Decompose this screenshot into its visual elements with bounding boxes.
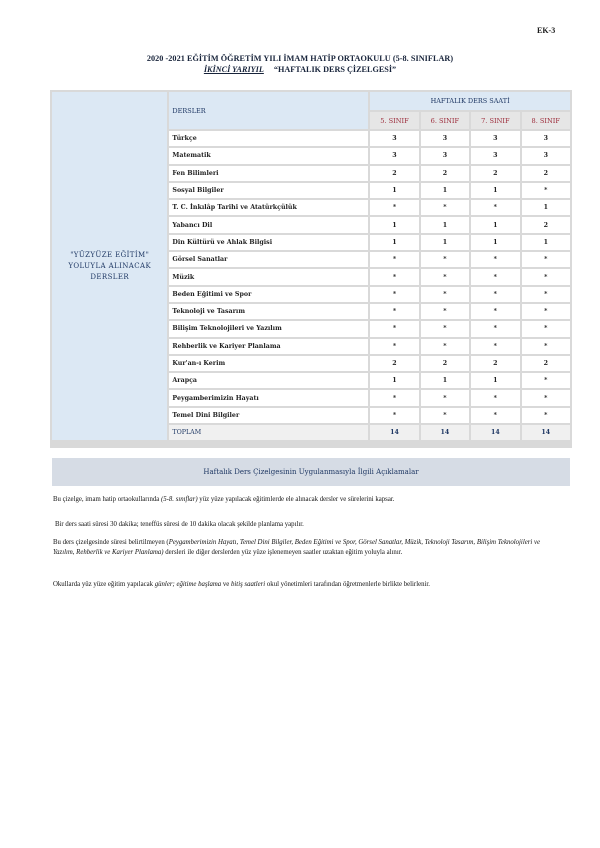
subject-cell: Arapça (169, 373, 368, 388)
hours-cell: 1 (421, 235, 469, 250)
hours-cell: * (421, 200, 469, 215)
hours-cell: 3 (370, 148, 418, 163)
total-label: TOPLAM (169, 425, 368, 440)
face-to-face-label (52, 92, 167, 440)
hours-cell: 1 (370, 373, 418, 388)
hours-cell: 2 (522, 356, 570, 371)
hours-cell: * (370, 304, 418, 319)
hours-cell: * (522, 304, 570, 319)
subject-cell: T. C. İnkılâp Tarihi ve Atatürkçülük (169, 200, 368, 215)
hours-cell: 2 (471, 166, 519, 181)
hours-cell: * (522, 390, 570, 405)
hours-cell: * (471, 287, 519, 302)
grade-header-5: 5. SINIF (370, 112, 418, 129)
hours-cell: * (421, 390, 469, 405)
hours-cell: * (522, 269, 570, 284)
face-to-face-label-line3: DERSLER (90, 272, 130, 281)
subject-cell: Müzik (169, 269, 368, 284)
hours-cell: * (370, 321, 418, 336)
weekly-hours-header: HAFTALIK DERS SAATİ (370, 92, 570, 110)
subject-cell: Peygamberimizin Hayatı (169, 390, 368, 405)
note-3-italic: Peygamberimizin Hayatı, Temel Dini Bilgiler, Beden Eğitimi ve Spor, Görsel Sanatlar, Müzik, Teknoloji Tasarım, Bilişim Teknolojileri ve Yazılım, Rehberlik ve Kariyer Planlama) (53, 539, 540, 556)
hours-cell: 2 (471, 356, 519, 371)
subject-cell: Teknoloji ve Tasarım (169, 304, 368, 319)
hours-cell: 3 (522, 148, 570, 163)
header-row-1 (52, 92, 570, 110)
subject-cell: Görsel Sanatlar (169, 252, 368, 267)
hours-cell: * (471, 408, 519, 423)
hours-cell: * (471, 200, 519, 215)
note-4-italic-2: bitiş saatleri (231, 581, 266, 588)
schedule-table-container (50, 90, 572, 448)
hours-cell: * (471, 321, 519, 336)
hours-cell: 1 (471, 235, 519, 250)
hours-cell: 1 (522, 200, 570, 215)
grade-header-8: 8. SINIF (522, 112, 570, 129)
note-1-italic: (5-8. sınıflar) (160, 496, 198, 503)
hours-cell: 1 (471, 183, 519, 198)
document-subtitle (0, 65, 600, 74)
hours-cell: 2 (421, 166, 469, 181)
hours-cell: * (370, 339, 418, 354)
note-4-text-mid: ve (221, 581, 232, 588)
note-4-text-b: okul yönetimleri tarafından öğretmenlerle birlikte belirlenir. (265, 581, 430, 588)
hours-cell: 1 (471, 217, 519, 232)
explanations-banner: Haftalık Ders Çizelgesinin Uygulanmasıyla İlgili Açıklamalar (52, 458, 570, 486)
grade-header-6: 6. SINIF (421, 112, 469, 129)
hours-cell: * (370, 252, 418, 267)
hours-cell: 3 (370, 131, 418, 146)
hours-cell: 1 (370, 235, 418, 250)
grade-header-7: 7. SINIF (471, 112, 519, 129)
subject-cell: Yabancı Dil (169, 217, 368, 232)
hours-cell: 1 (421, 217, 469, 232)
hours-cell: * (370, 287, 418, 302)
hours-cell: * (421, 269, 469, 284)
subject-cell: Sosyal Bilgiler (169, 183, 368, 198)
note-3-text-b: dersleri ile diğer derslerden yüz yüze işlenemeyen saatler uzaktan eğitim yoluyla alınır. (163, 549, 403, 556)
hours-cell: * (370, 269, 418, 284)
hours-cell: * (370, 390, 418, 405)
hours-cell: * (522, 252, 570, 267)
hours-cell: * (370, 200, 418, 215)
hours-cell: * (522, 408, 570, 423)
hours-cell: 1 (522, 235, 570, 250)
note-paragraph-4 (53, 580, 558, 590)
weekly-schedule-table (50, 90, 572, 442)
face-to-face-label-line2: YOLUYLA ALINACAK (68, 261, 152, 270)
hours-cell: 3 (522, 131, 570, 146)
note-paragraph-1 (53, 495, 558, 505)
semester-label: İKİNCİ YARIYIL (203, 65, 264, 74)
hours-cell: * (471, 252, 519, 267)
note-paragraph-3 (53, 538, 558, 558)
hours-cell: 3 (471, 148, 519, 163)
hours-cell: 3 (421, 131, 469, 146)
subject-cell: Kur'an-ı Kerim (169, 356, 368, 371)
hours-cell: * (471, 304, 519, 319)
note-1-text-a: Bu çizelge, imam hatip ortaokullarında (53, 496, 161, 503)
hours-cell: 2 (522, 166, 570, 181)
note-4-italic-1: günler; eğitime başlama (154, 581, 222, 588)
hours-cell: * (421, 408, 469, 423)
hours-cell: 1 (471, 373, 519, 388)
subject-cell: Fen Bilimleri (169, 166, 368, 181)
hours-cell: * (522, 339, 570, 354)
total-cell: 14 (421, 425, 469, 440)
annex-label: EK-3 (537, 26, 556, 35)
document-title: 2020 -2021 EĞİTİM ÖĞRETİM YILI İMAM HATİP ORTAOKULU (5-8. SINIFLAR) (146, 54, 454, 63)
hours-cell: 1 (421, 183, 469, 198)
note-4-text-a: Okullarda yüz yüze eğitim yapılacak (53, 581, 155, 588)
hours-cell: * (421, 252, 469, 267)
total-cell: 14 (471, 425, 519, 440)
subject-cell: Türkçe (169, 131, 368, 146)
hours-cell: * (471, 390, 519, 405)
hours-cell: * (421, 304, 469, 319)
hours-cell: 1 (421, 373, 469, 388)
subject-cell: Bilişim Teknolojileri ve Yazılım (169, 321, 368, 336)
subject-cell: Din Kültürü ve Ahlak Bilgisi (169, 235, 368, 250)
subject-cell: Rehberlik ve Kariyer Planlama (169, 339, 368, 354)
subjects-header: DERSLER (169, 92, 368, 129)
hours-cell: 2 (421, 356, 469, 371)
subject-cell: Matematik (169, 148, 368, 163)
hours-cell: * (370, 408, 418, 423)
hours-cell: 3 (421, 148, 469, 163)
hours-cell: * (471, 269, 519, 284)
total-cell: 14 (370, 425, 418, 440)
subject-cell: Beden Eğitimi ve Spor (169, 287, 368, 302)
hours-cell: 1 (370, 217, 418, 232)
hours-cell: 2 (370, 356, 418, 371)
note-paragraph-2: Bir ders saati süresi 30 dakika; teneffüs süresi de 10 dakika olacak şekilde planlama yapılır. (55, 521, 304, 528)
face-to-face-label-line1: "YÜZYÜZE EĞİTİM" (70, 250, 150, 259)
hours-cell: 3 (471, 131, 519, 146)
hours-cell: * (522, 183, 570, 198)
note-3-text-a: Bu ders çizelgesinde süresi belirtilmeyen ( (53, 539, 169, 546)
note-1-text-b: yüz yüze yapılacak eğitimlerde ele alınacak dersler ve sürelerini kapsar. (197, 496, 395, 503)
hours-cell: * (522, 287, 570, 302)
hours-cell: * (421, 287, 469, 302)
hours-cell: 2 (370, 166, 418, 181)
hours-cell: * (421, 321, 469, 336)
hours-cell: 2 (522, 217, 570, 232)
subject-cell: Temel Dini Bilgiler (169, 408, 368, 423)
total-cell: 14 (522, 425, 570, 440)
hours-cell: 1 (370, 183, 418, 198)
hours-cell: * (522, 373, 570, 388)
hours-cell: * (522, 321, 570, 336)
schedule-title: “HAFTALIK DERS ÇİZELGESİ” (273, 65, 397, 74)
hours-cell: * (471, 339, 519, 354)
hours-cell: * (421, 339, 469, 354)
